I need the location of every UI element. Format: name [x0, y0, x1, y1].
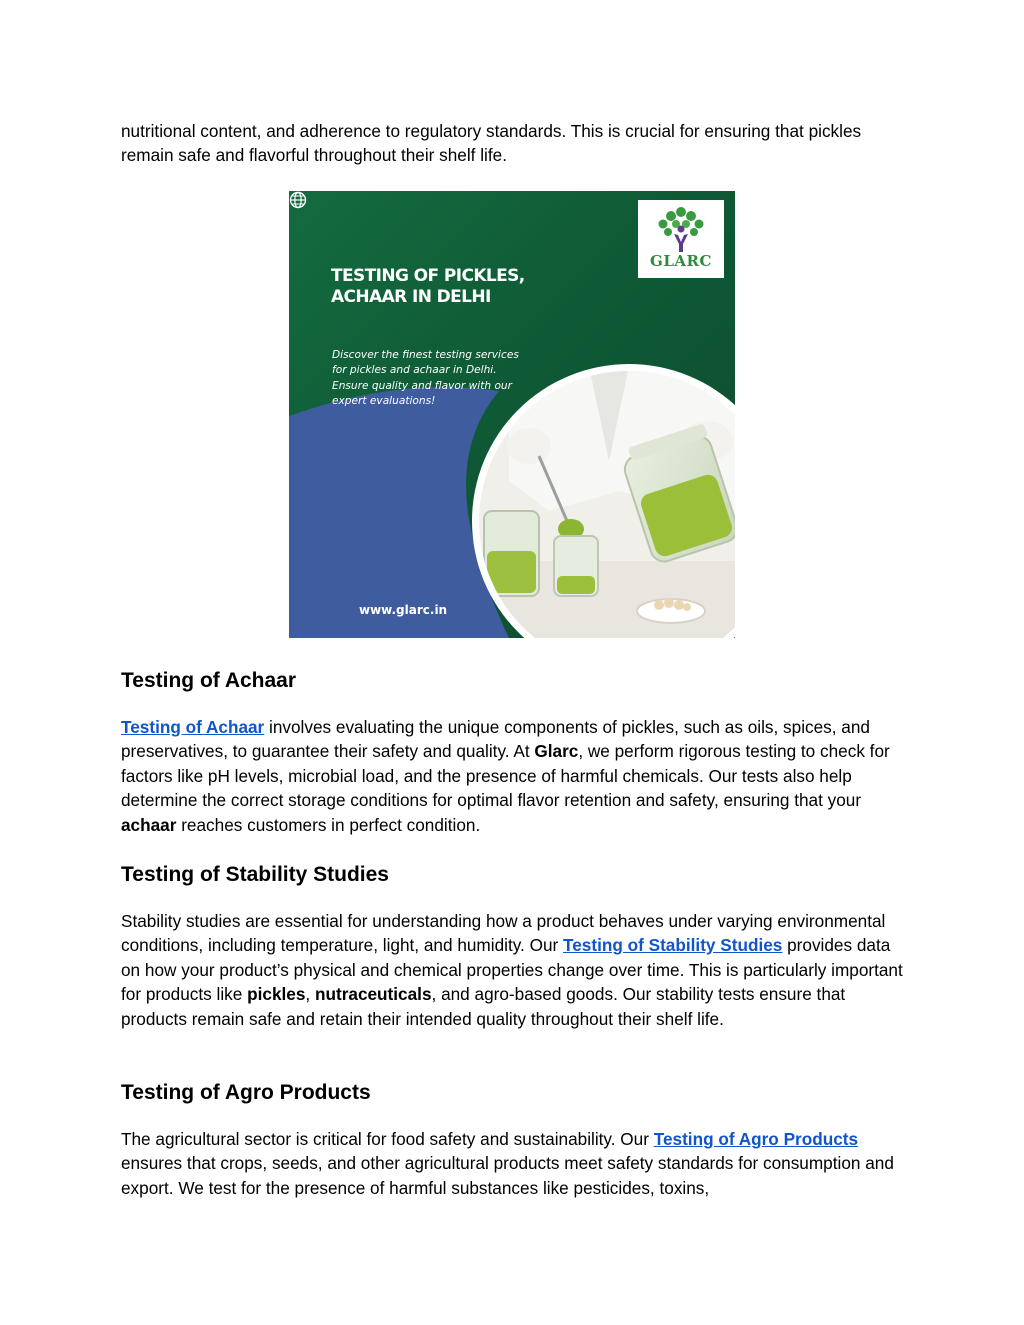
achaar-paragraph [121, 715, 911, 837]
glarc-logo [638, 200, 724, 278]
banner-title: TESTING OF PICKLES, ACHAAR IN DELHI [331, 266, 525, 307]
heading-stability-studies: Testing of Stability Studies [121, 863, 389, 886]
text-segment: ensures that crops, seeds, and other agricultural products meet safety standards for consumption and export. We test for the presence of harmful substances like pesticides, toxins, [121, 1153, 894, 1198]
link-testing-of-stability-studies[interactable]: Testing of Stability Studies [563, 935, 783, 956]
heading-testing-of-achaar: Testing of Achaar [121, 669, 297, 692]
text-segment: , [305, 984, 315, 1005]
bold-glarc: Glarc [534, 741, 579, 762]
bold-achaar: achaar [121, 814, 177, 835]
tree-logo-icon [638, 202, 724, 254]
stability-paragraph [121, 909, 911, 1031]
text-segment: reaches customers in perfect condition. [176, 814, 481, 835]
pickle-testing-banner [289, 191, 735, 638]
banner-description: Discover the finest testing services for pickles and achaar in Delhi. Ensure quality and flavor with our expert evaluations! [332, 349, 519, 408]
intro-paragraph: nutritional content, and adherence to regulatory standards. This is crucial for ensuring that pickles remain safe and flavorful throughout their shelf life. [121, 121, 862, 166]
text-segment: Stability studies are essential for understanding how a product behaves under varying environmental conditions, including temperature, light, and humidity. Our [121, 911, 886, 956]
text-segment: The agricultural sector is critical for food safety and sustainability. Our [121, 1129, 654, 1149]
logo-text: GLARC [650, 252, 712, 270]
bold-nutraceuticals: nutraceuticals [314, 984, 432, 1005]
text-segment: provides data on how your product’s physical and chemical properties change over time. This is particularly important for products like [121, 935, 903, 1005]
link-testing-of-agro-products[interactable]: Testing of Agro Products [653, 1129, 859, 1149]
bold-pickles: pickles [247, 984, 306, 1005]
text-segment: , and agro-based goods. Our stability tests ensure that products remain safe and retain their intended quality throughout their shelf life. [121, 984, 846, 1029]
agro-paragraph [121, 1127, 911, 1200]
text-segment: involves evaluating the unique components of pickles, such as oils, spices, and preservatives, to guarantee their safety and quality. At [121, 717, 870, 762]
heading-agro-products: Testing of Agro Products [121, 1081, 371, 1104]
banner-website: www.glarc.in [359, 603, 448, 617]
link-testing-of-achaar[interactable]: Testing of Achaar [121, 717, 265, 737]
text-segment: , we perform rigorous testing to check for factors like pH levels, microbial load, and the presence of harmful chemicals. Our tests also help determine the correct storage conditions for optimal flavor retention and safety, ensuring that your [121, 741, 890, 811]
globe-icon [289, 191, 307, 209]
